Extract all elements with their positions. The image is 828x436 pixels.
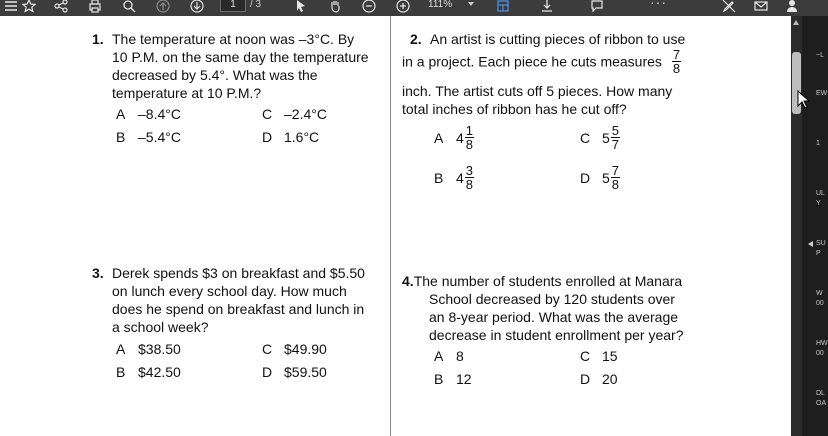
- side-panel-item[interactable]: HW: [816, 340, 828, 347]
- page-layout-icon[interactable]: [496, 0, 510, 15]
- download-icon[interactable]: [540, 0, 554, 15]
- page-number-input[interactable]: 1: [220, 0, 246, 12]
- question-text-line: a school week?: [112, 319, 209, 335]
- question-text-line: an 8-year period. What was the average: [429, 309, 679, 325]
- question-text-line: The temperature at noon was –3°C. By: [112, 31, 355, 47]
- answer-option[interactable]: A 8: [434, 348, 464, 364]
- answer-option[interactable]: B 4 $\frac{3}{8}$: [434, 163, 474, 192]
- answer-option[interactable]: C 15: [580, 348, 618, 364]
- print-icon[interactable]: [88, 0, 102, 15]
- question-text-line: decrease in student enrollment per year?: [429, 327, 684, 343]
- hand-tool-icon[interactable]: [328, 0, 342, 15]
- answer-option[interactable]: D 1.6°C: [262, 129, 320, 145]
- comment-icon[interactable]: [590, 0, 604, 15]
- question-4: [402, 272, 722, 344]
- question-text-line: on lunch every school day. How much: [112, 283, 347, 299]
- question-number: 3.: [92, 265, 104, 281]
- side-panel-item[interactable]: P: [816, 250, 821, 257]
- question-text-line: The number of students enrolled at Manara: [413, 273, 683, 289]
- side-panel-item[interactable]: ~L: [816, 52, 824, 59]
- answer-option[interactable]: C $49.90: [262, 341, 327, 357]
- question-text-line: in a project. Each piece he cuts measures: [402, 53, 662, 70]
- edit-disabled-icon[interactable]: [722, 0, 736, 15]
- question-text-line: does he spend on breakfast and lunch in: [112, 301, 365, 317]
- next-page-icon[interactable]: [190, 0, 204, 15]
- previous-page-icon[interactable]: [156, 0, 170, 15]
- answer-option[interactable]: C 5 $\frac{5}{7}$: [580, 123, 620, 152]
- search-icon[interactable]: [122, 0, 136, 15]
- side-panel-item[interactable]: OA: [816, 400, 827, 407]
- answer-option[interactable]: B $42.50: [116, 364, 181, 380]
- question-text-line: decreased by 5.4°. What was the: [112, 67, 318, 83]
- answer-option[interactable]: D 20: [580, 371, 618, 387]
- page-count: / 3: [250, 0, 262, 10]
- answer-option[interactable]: C –2.4°C: [262, 106, 327, 122]
- side-panel-item[interactable]: 00: [816, 350, 824, 357]
- answer-option[interactable]: A –8.4°C: [116, 106, 181, 122]
- zoom-level-select[interactable]: [428, 0, 478, 12]
- scroll-up-arrow-icon[interactable]: [793, 20, 799, 25]
- menu-icon[interactable]: [4, 0, 18, 15]
- side-panel-item[interactable]: 1: [816, 140, 820, 147]
- side-panel-item[interactable]: SU: [816, 240, 826, 247]
- question-text-line: total inches of ribbon has he cut off?: [402, 101, 627, 117]
- answer-option[interactable]: D 5 $\frac{7}{8}$: [580, 163, 620, 192]
- question-2-continued: [402, 82, 702, 118]
- answer-option[interactable]: A 4 $\frac{1}{8}$: [434, 123, 474, 152]
- side-panel-item[interactable]: DL: [816, 390, 825, 397]
- chevron-left-icon[interactable]: [808, 241, 813, 247]
- question-number: 4.: [402, 273, 414, 289]
- bookmark-star-icon[interactable]: [22, 0, 36, 15]
- column-divider: [390, 16, 391, 436]
- question-number: 2.: [410, 31, 422, 47]
- answer-option[interactable]: B –5.4°C: [116, 129, 181, 145]
- question-2-measure-line: [402, 48, 702, 75]
- user-settings-icon[interactable]: [786, 0, 800, 15]
- chevron-down-icon: [468, 2, 474, 6]
- zoom-out-icon[interactable]: [362, 0, 376, 15]
- side-panel-item[interactable]: UL: [816, 190, 825, 197]
- zoom-level-value: 111%: [428, 0, 453, 10]
- question-text-line: School decreased by 120 students over: [429, 291, 675, 307]
- mail-icon[interactable]: [754, 0, 768, 15]
- question-text-line: inch. The artist cuts off 5 pieces. How many: [402, 83, 673, 99]
- side-panel-item[interactable]: W: [816, 290, 823, 297]
- toolbar: [0, 0, 828, 16]
- zoom-in-icon[interactable]: [396, 0, 410, 15]
- answer-option[interactable]: B 12: [434, 371, 472, 387]
- vertical-scrollbar[interactable]: [791, 16, 802, 436]
- select-cursor-icon[interactable]: [294, 0, 308, 15]
- side-panel-item[interactable]: Y: [816, 200, 821, 207]
- share-icon[interactable]: [54, 0, 68, 15]
- question-text-line: An artist is cutting pieces of ribbon to use: [430, 31, 686, 47]
- document-page: [0, 16, 791, 436]
- side-panel-item[interactable]: 00: [816, 300, 824, 307]
- mouse-cursor-icon: [797, 90, 811, 110]
- fraction: $\frac{5}{7}$: [611, 123, 620, 152]
- question-text-line: 10 P.M. on the same day the temperature: [112, 49, 369, 65]
- answer-option[interactable]: A $38.50: [116, 341, 181, 357]
- more-options-button[interactable]: ···: [650, 0, 667, 10]
- question-text-line: temperature at 10 P.M.?: [112, 85, 262, 101]
- fraction: $\frac{3}{8}$: [465, 163, 474, 192]
- side-panel-item[interactable]: EW: [816, 90, 828, 97]
- answer-option[interactable]: D $59.50: [262, 364, 327, 380]
- fraction: $\frac{7}{8}$: [672, 47, 681, 76]
- fraction: $\frac{1}{8}$: [465, 123, 474, 152]
- fraction: $\frac{7}{8}$: [611, 163, 620, 192]
- question-text-line: Derek spends $3 on breakfast and $5.50: [112, 265, 365, 281]
- side-panel: [802, 16, 828, 436]
- question-number: 1.: [92, 31, 104, 47]
